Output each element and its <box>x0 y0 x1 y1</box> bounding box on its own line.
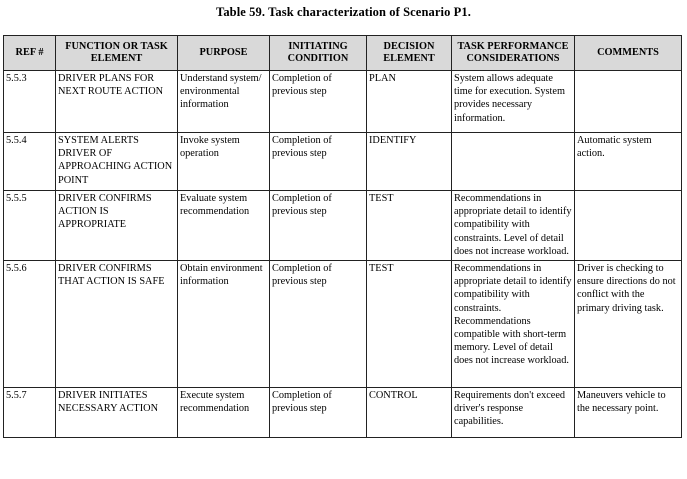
cell-ref: 5.5.7 <box>4 388 56 438</box>
table-row <box>4 191 682 261</box>
cell-considerations: System allows adequate time for execution. System provides necessary information. <box>452 71 575 133</box>
cell-function: DRIVER PLANS FOR NEXT ROUTE ACTION <box>56 71 178 133</box>
table-row <box>4 71 682 133</box>
cell-purpose: Invoke system operation <box>178 133 270 191</box>
cell-comments: Automatic system action. <box>575 133 682 191</box>
cell-decision: PLAN <box>367 71 452 133</box>
cell-purpose: Obtain environment information <box>178 261 270 388</box>
cell-condition: Completion of previous step <box>270 71 367 133</box>
cell-function: DRIVER CONFIRMS ACTION IS APPROPRIATE <box>56 191 178 261</box>
cell-condition: Completion of previous step <box>270 133 367 191</box>
cell-considerations <box>452 133 575 191</box>
table-row <box>4 261 682 388</box>
cell-condition: Completion of previous step <box>270 388 367 438</box>
table-row <box>4 133 682 191</box>
table-row <box>4 388 682 438</box>
cell-purpose: Understand system/ environmental information <box>178 71 270 133</box>
cell-considerations: Recommendations in appropriate detail to identify compatibility with constraints. Level of detail does not increase workload. <box>452 191 575 261</box>
cell-function: DRIVER CONFIRMS THAT ACTION IS SAFE <box>56 261 178 388</box>
task-characterization-table <box>3 35 682 438</box>
header-row <box>4 36 682 71</box>
cell-decision: CONTROL <box>367 388 452 438</box>
cell-comments: Maneuvers vehicle to the necessary point. <box>575 388 682 438</box>
header-purpose: PURPOSE <box>178 36 270 71</box>
header-considerations: TASK PERFORMANCE CONSIDERATIONS <box>452 36 575 71</box>
cell-considerations: Requirements don't exceed driver's response capabilities. <box>452 388 575 438</box>
cell-condition: Completion of previous step <box>270 191 367 261</box>
header-ref: REF # <box>4 36 56 71</box>
cell-ref: 5.5.6 <box>4 261 56 388</box>
header-condition: INITIATING CONDITION <box>270 36 367 71</box>
cell-comments <box>575 71 682 133</box>
cell-decision: TEST <box>367 261 452 388</box>
cell-ref: 5.5.5 <box>4 191 56 261</box>
header-decision: DECISION ELEMENT <box>367 36 452 71</box>
header-function: FUNCTION OR TASK ELEMENT <box>56 36 178 71</box>
header-comments: COMMENTS <box>575 36 682 71</box>
cell-comments <box>575 191 682 261</box>
cell-ref: 5.5.3 <box>4 71 56 133</box>
cell-function: DRIVER INITIATES NECESSARY ACTION <box>56 388 178 438</box>
table-title: Table 59. Task characterization of Scenario P1. <box>216 5 471 19</box>
cell-decision: TEST <box>367 191 452 261</box>
cell-decision: IDENTIFY <box>367 133 452 191</box>
cell-function: SYSTEM ALERTS DRIVER OF APPROACHING ACTION POINT <box>56 133 178 191</box>
cell-condition: Completion of previous step <box>270 261 367 388</box>
cell-considerations: Recommendations in appropriate detail to identify compatibility with constraints. Recommendations compatible with short-term memory. Level of detail does not increase workload. <box>452 261 575 388</box>
cell-purpose: Execute system recommendation <box>178 388 270 438</box>
cell-purpose: Evaluate system recommendation <box>178 191 270 261</box>
cell-ref: 5.5.4 <box>4 133 56 191</box>
cell-comments: Driver is checking to ensure directions do not conflict with the primary driving task. <box>575 261 682 388</box>
